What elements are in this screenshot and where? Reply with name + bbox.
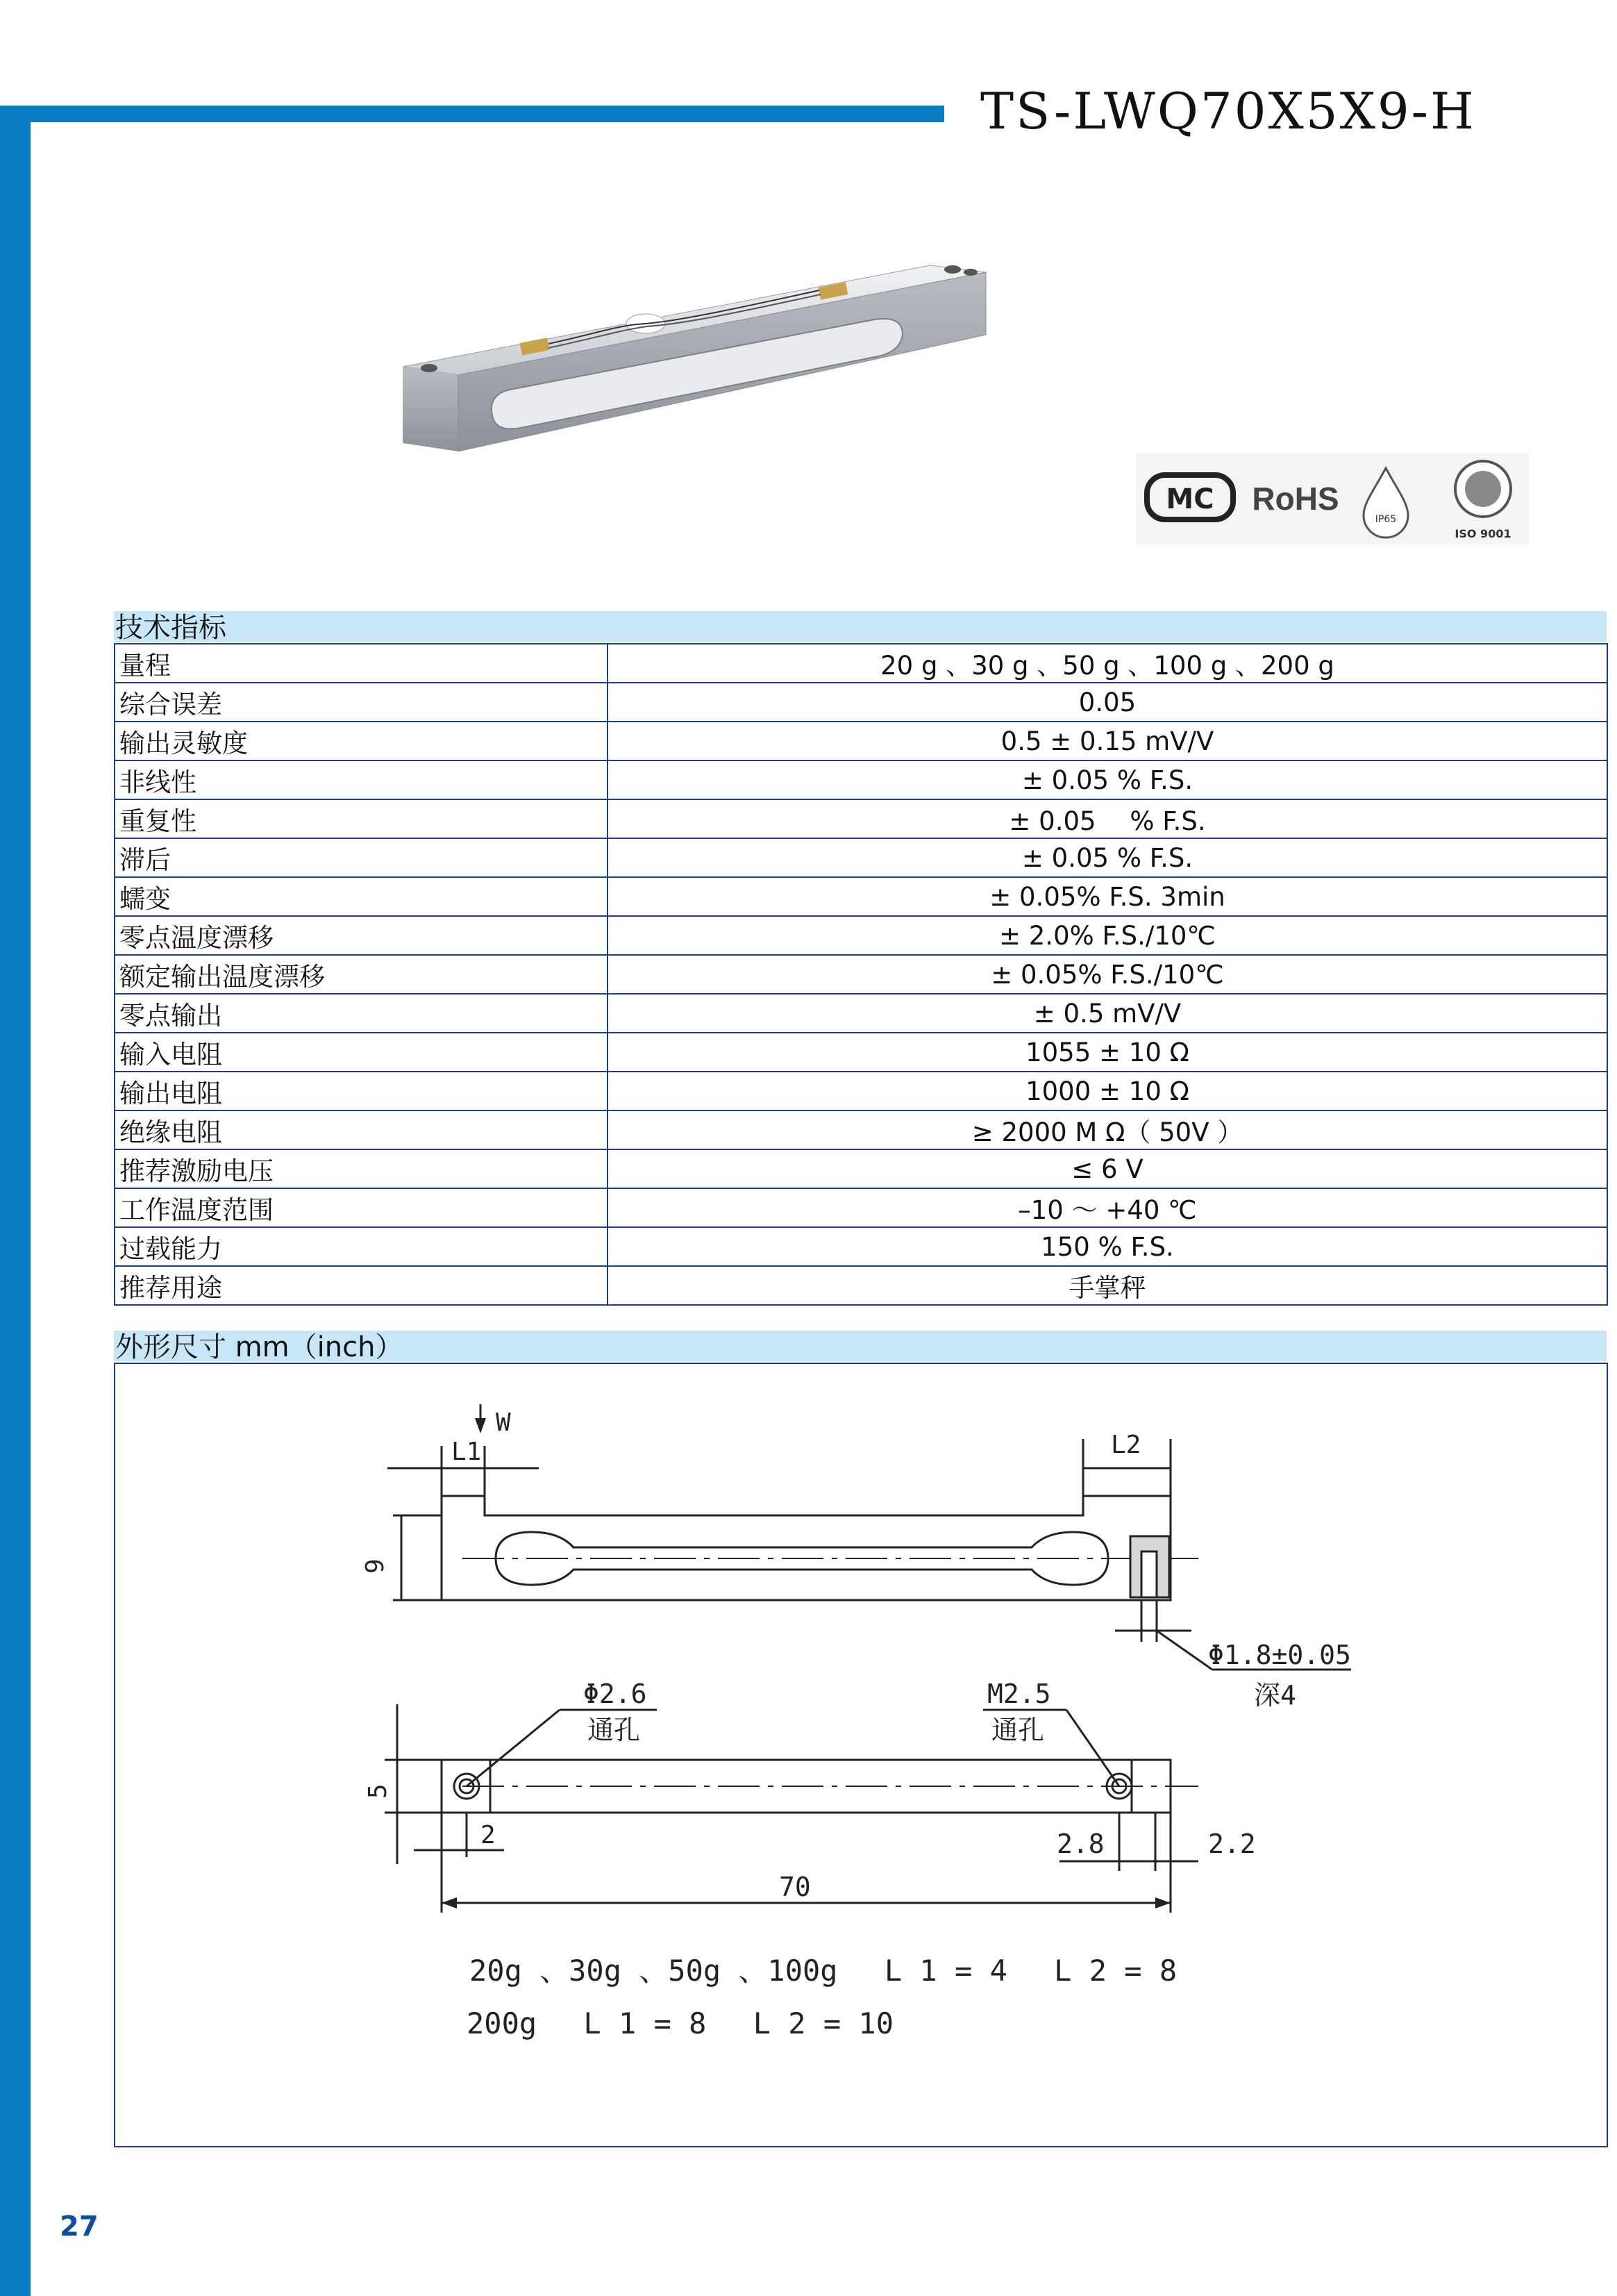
table-row [115, 1149, 1607, 1188]
svg-text:5: 5 [364, 1783, 392, 1799]
table-row [115, 877, 1607, 916]
spec-table [114, 643, 1608, 1306]
spec-value: ≥ 2000 M Ω（ 50V ） [608, 1110, 1607, 1149]
table-row [115, 1227, 1607, 1266]
page-number: 27 [60, 2211, 99, 2243]
table-row [115, 799, 1607, 838]
spec-value: ± 0.5 mV/V [608, 994, 1607, 1033]
svg-text:9: 9 [361, 1558, 389, 1574]
spec-value: ± 0.05 % F.S. [608, 838, 1607, 877]
svg-text:L2: L2 [1111, 1431, 1141, 1459]
table-row [115, 1110, 1607, 1149]
spec-value: ≤ 6 V [608, 1149, 1607, 1188]
table-row [115, 838, 1607, 877]
table-row [115, 1188, 1607, 1227]
svg-text:2.2: 2.2 [1208, 1829, 1256, 1859]
table-row [115, 1266, 1607, 1305]
spec-key: 零点温度漂移 [115, 916, 608, 955]
svg-text:70: 70 [779, 1872, 811, 1902]
svg-text:RoHS: RoHS [1252, 481, 1339, 517]
spec-key: 过载能力 [115, 1227, 608, 1266]
iso9001-logo [1455, 461, 1511, 540]
spec-key: 推荐激励电压 [115, 1149, 608, 1188]
spec-value: 0.05 [608, 683, 1607, 722]
spec-key: 非线性 [115, 760, 608, 799]
spec-key: 绝缘电阻 [115, 1110, 608, 1149]
table-row [115, 722, 1607, 760]
spec-key: 工作温度范围 [115, 1188, 608, 1227]
spec-value: 手掌秤 [608, 1266, 1607, 1305]
table-row [115, 644, 1607, 683]
spec-key: 零点输出 [115, 994, 608, 1033]
dimension-note: 20g 、30g 、50g 、100g L 1 = 4 L 2 = 8 [469, 1954, 1178, 1988]
dimension-drawing [114, 1363, 1608, 2147]
table-row [115, 1033, 1607, 1072]
left-accent-bar [0, 111, 31, 2296]
spec-value: –10 ～ +40 ℃ [608, 1188, 1607, 1227]
spec-key: 综合误差 [115, 683, 608, 722]
svg-text:2.8: 2.8 [1057, 1829, 1105, 1859]
svg-text:MC: MC [1166, 483, 1214, 515]
table-row [115, 683, 1607, 722]
table-row [115, 760, 1607, 799]
spec-key: 推荐用途 [115, 1266, 608, 1305]
spec-key: 输出灵敏度 [115, 722, 608, 760]
spec-value: 150 % F.S. [608, 1227, 1607, 1266]
spec-value: ± 2.0% F.S./10℃ [608, 916, 1607, 955]
svg-text:ISO 9001: ISO 9001 [1455, 527, 1511, 540]
table-row [115, 955, 1607, 994]
svg-text:IP65: IP65 [1375, 514, 1397, 525]
spec-key: 滞后 [115, 838, 608, 877]
svg-text:通孔: 通孔 [587, 1715, 641, 1745]
spec-value: 0.5 ± 0.15 mV/V [608, 722, 1607, 760]
spec-value: ± 0.05 % F.S. [608, 760, 1607, 799]
spec-value: ± 0.05% F.S. 3min [608, 877, 1607, 916]
spec-key: 蠕变 [115, 877, 608, 916]
svg-text:2: 2 [480, 1821, 496, 1849]
dimension-section-title: 外形尺寸 mm（inch） [114, 1331, 1607, 1361]
top-accent-bar [0, 106, 944, 122]
table-row [115, 1072, 1607, 1110]
spec-key: 重复性 [115, 799, 608, 838]
svg-text:深4: 深4 [1254, 1680, 1296, 1711]
svg-text:L1: L1 [451, 1438, 482, 1466]
product-image [389, 257, 1000, 465]
model-title: TS-LWQ70X5X9-H [980, 82, 1476, 140]
spec-key: 额定输出温度漂移 [115, 955, 608, 994]
spec-key: 输出电阻 [115, 1072, 608, 1110]
svg-text:Φ2.6: Φ2.6 [583, 1679, 647, 1709]
spec-value: 20 g 、30 g 、50 g 、100 g 、200 g [608, 644, 1607, 683]
spec-value: 1000 ± 10 Ω [608, 1072, 1607, 1110]
spec-value: 1055 ± 10 Ω [608, 1033, 1607, 1072]
mc-logo [1147, 475, 1233, 519]
spec-value: ± 0.05% F.S./10℃ [608, 955, 1607, 994]
spec-key: 输入电阻 [115, 1033, 608, 1072]
dimension-note: 200g L 1 = 8 L 2 = 10 [467, 2006, 894, 2040]
spec-value: ± 0.05 % F.S. [608, 799, 1607, 838]
spec-section-title: 技术指标 [114, 611, 1607, 642]
rohs-logo [1252, 481, 1339, 517]
table-row [115, 916, 1607, 955]
svg-text:M2.5: M2.5 [987, 1679, 1051, 1709]
ip65-logo [1364, 468, 1408, 538]
svg-text:W: W [496, 1408, 511, 1437]
table-row [115, 994, 1607, 1033]
side-view [364, 1679, 1256, 1913]
spec-key: 量程 [115, 644, 608, 683]
top-view [361, 1404, 1351, 1711]
svg-text:Φ1.8±0.05: Φ1.8±0.05 [1208, 1640, 1351, 1670]
svg-text:通孔: 通孔 [991, 1715, 1045, 1745]
certification-logos [1136, 453, 1529, 544]
